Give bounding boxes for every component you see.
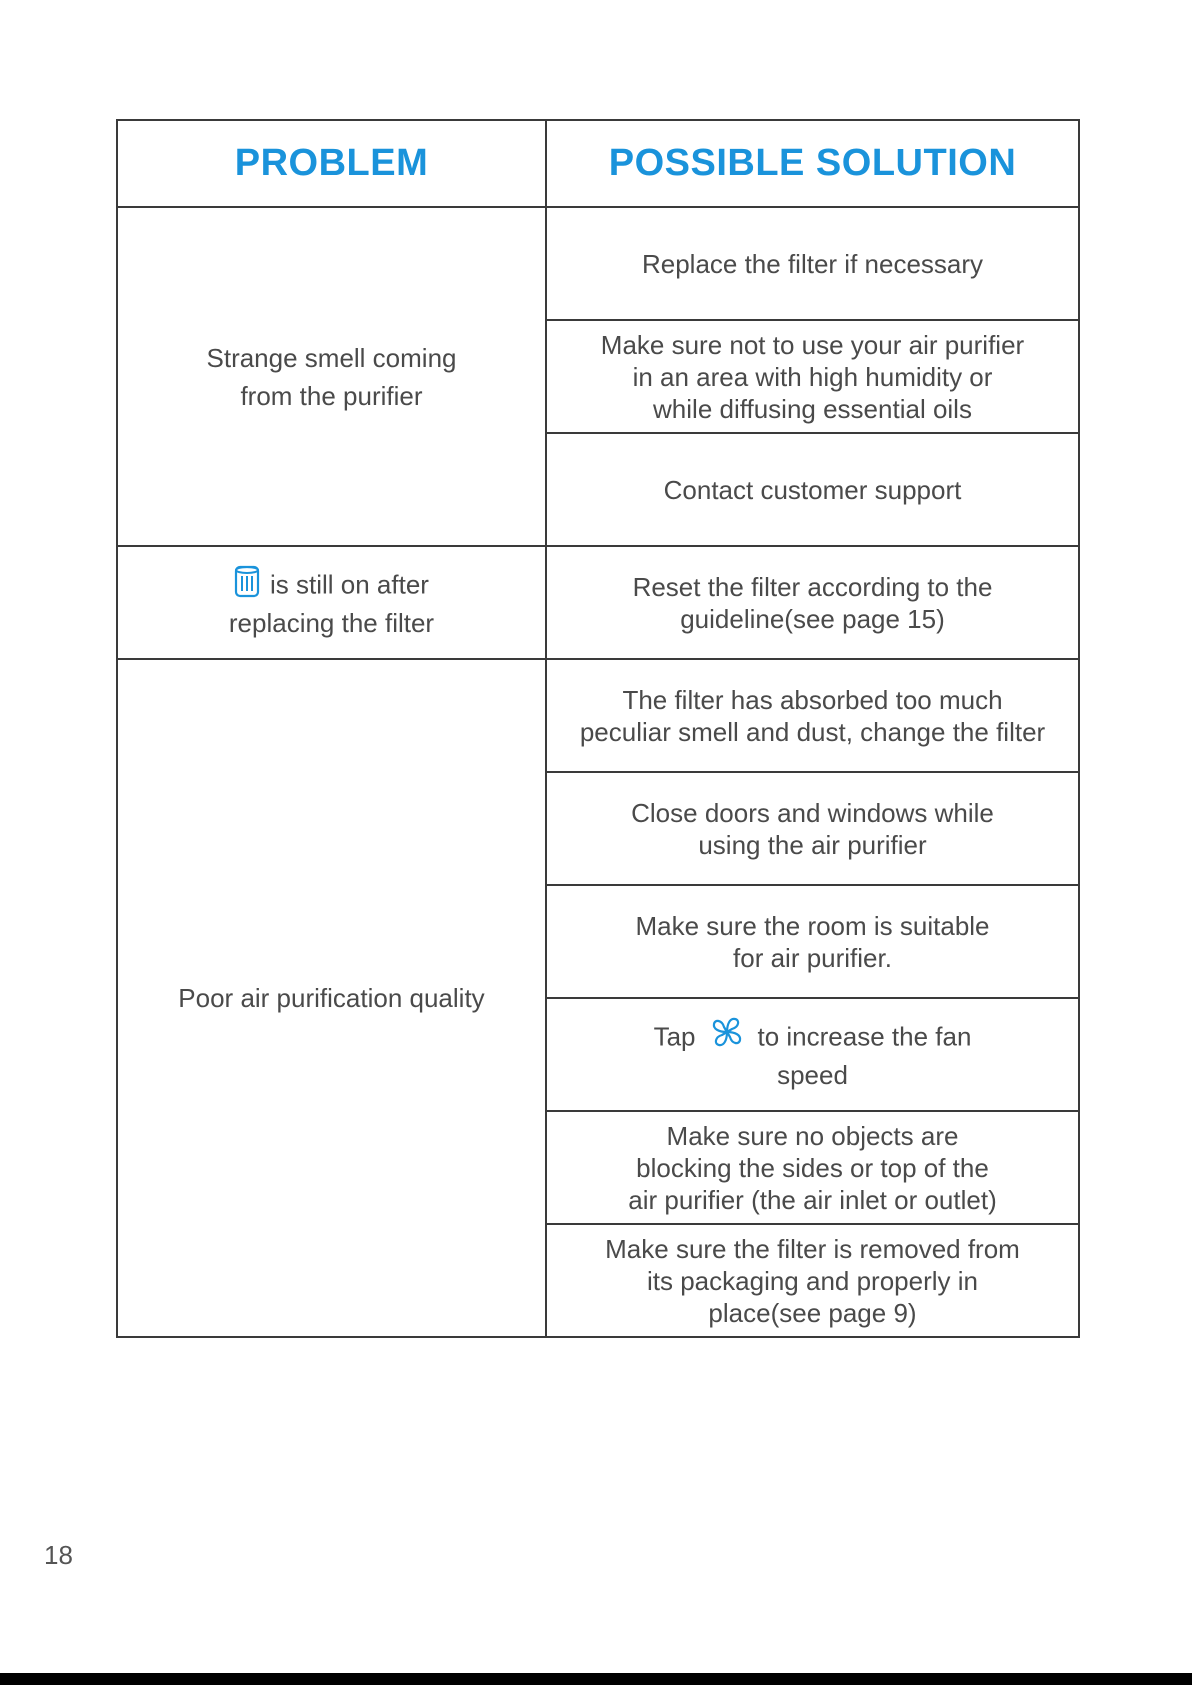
footer-bar: [0, 1673, 1192, 1685]
problem-text-line2: replacing the filter: [228, 608, 435, 638]
table-header-row: [117, 120, 1079, 207]
table-row: [117, 546, 1079, 659]
solution-cell: Make sure the filter is removed from its packaging and properly in place(see page 9): [546, 1224, 1079, 1337]
problem-header: PROBLEM: [117, 120, 546, 207]
solution-cell: Close doors and windows while using the air purifier: [546, 772, 1079, 885]
solution-header: POSSIBLE SOLUTION: [546, 120, 1079, 207]
solution-cell: Make sure no objects are blocking the sides or top of the air purifier (the air inlet or outlet): [546, 1111, 1079, 1224]
table-row: [117, 659, 1079, 772]
problem-cell-strange-smell: Strange smell coming from the purifier: [117, 207, 546, 546]
problem-cell-filter-indicator: [117, 546, 546, 659]
solution-text: Tap: [653, 1021, 696, 1052]
solution-cell: Make sure the room is suitable for air purifier.: [546, 885, 1079, 998]
problem-cell-poor-purification: Poor air purification quality: [117, 659, 546, 1337]
solution-cell: Make sure not to use your air purifier in an area with high humidity or while diffusing essential oils: [546, 320, 1079, 433]
solution-cell-fan-speed: [546, 998, 1079, 1111]
solution-cell: Reset the filter according to the guideline(see page 15): [546, 546, 1079, 659]
fan-icon: [710, 1015, 744, 1056]
filter-icon: [234, 564, 260, 605]
table-row: [117, 207, 1079, 320]
solution-cell: Replace the filter if necessary: [546, 207, 1079, 320]
troubleshooting-table: [116, 119, 1080, 1338]
solution-cell: The filter has absorbed too much peculiar smell and dust, change the filter: [546, 659, 1079, 772]
problem-text: is still on after: [270, 569, 429, 600]
solution-cell: Contact customer support: [546, 433, 1079, 546]
solution-text-line2: speed: [777, 1060, 848, 1090]
solution-text: to increase the fan: [757, 1021, 972, 1052]
page-number: 18: [44, 1540, 73, 1570]
